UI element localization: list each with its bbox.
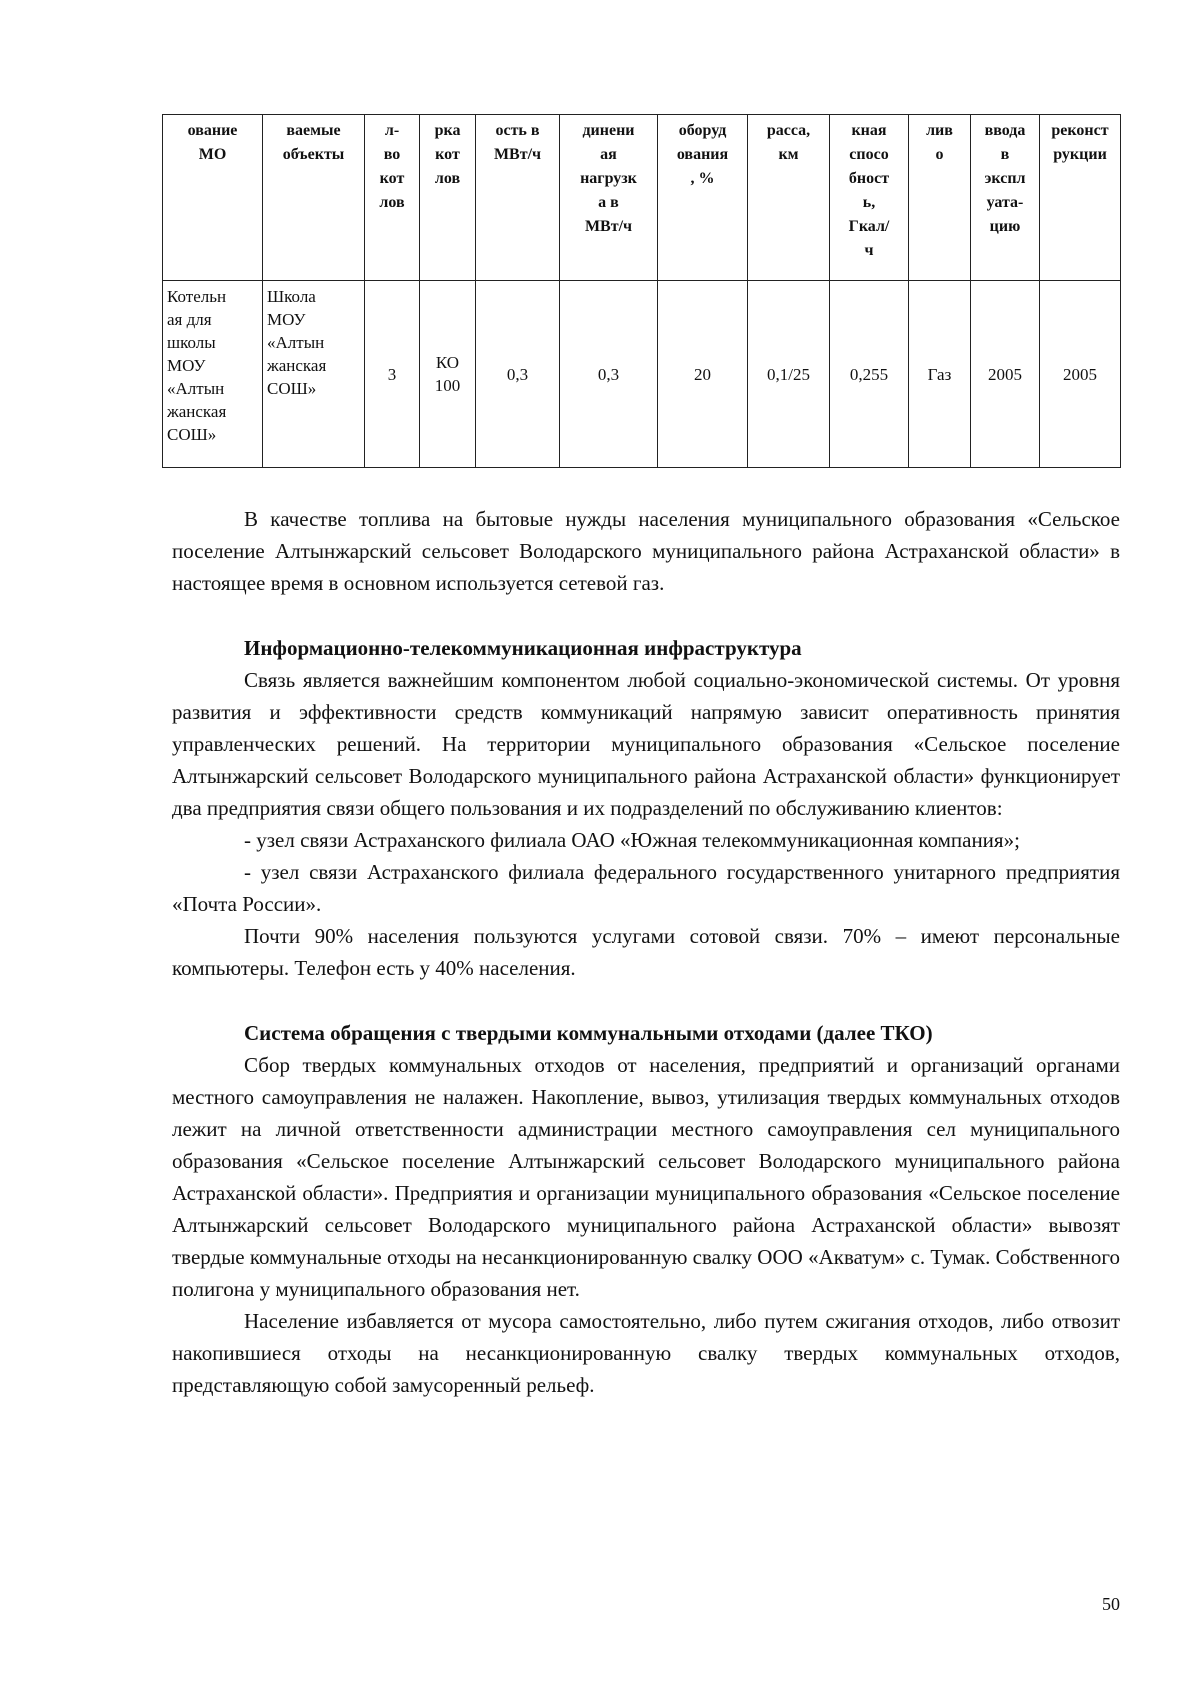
paragraph: Почти 90% населения пользуются услугами сотовой связи. 70% – имеют персональные компьютеры. Телефон есть у 40% населения. [172, 924, 1120, 980]
table-row [163, 281, 1121, 468]
body-text [172, 503, 1120, 1401]
paragraph-fuel: В качестве топлива на бытовые нужды населения муниципального образования «Сельское поселение Алтынжарский сельсовет Володарского муниципального района Астраханской области» в настоящее время в основном используется сетевой газ. [172, 507, 1120, 595]
table-header-cell: рка кот лов [420, 115, 476, 281]
table-cell: 0,3 [476, 281, 560, 468]
table-cell: Котельн ая для школы МОУ «Алтын жанская СОШ» [163, 281, 263, 468]
table-header-cell: расса, км [748, 115, 830, 281]
table-header-cell: ование МО [163, 115, 263, 281]
paragraph: - узел связи Астраханского филиала ОАО «Южная телекоммуникационная компания»; [244, 828, 1020, 852]
table-cell: 2005 [971, 281, 1040, 468]
table-header-cell: кная спосо бност ь, Гкал/ ч [830, 115, 909, 281]
table-cell: 20 [658, 281, 748, 468]
table-cell: 0,255 [830, 281, 909, 468]
paragraph: - узел связи Астраханского филиала федерального государственного унитарного предприятия «Почта России». [172, 860, 1120, 916]
table-cell: Школа МОУ «Алтын жанская СОШ» [263, 281, 365, 468]
table-header-cell: ость в МВт/ч [476, 115, 560, 281]
heading-telecom: Информационно-телекоммуникационная инфраструктура [244, 636, 802, 660]
table-header-cell: лив о [909, 115, 971, 281]
table-header-cell: ввода в экспл уата- цию [971, 115, 1040, 281]
boiler-table [162, 114, 1121, 468]
table-header-cell: динени ая нагрузк а в МВт/ч [560, 115, 658, 281]
table-cell: 3 [365, 281, 420, 468]
table-cell: 0,1/25 [748, 281, 830, 468]
table-header-cell: оборуд ования , % [658, 115, 748, 281]
table-header-cell: л- во кот лов [365, 115, 420, 281]
paragraph: Связь является важнейшим компонентом любой социально-экономической системы. От уровня развития и эффективности средств коммуникаций напрямую зависит оперативность принятия управленческих решений. На территории муниципального образования «Сельское поселение Алтынжарский сельсовет Володарского муниципального района Астраханской области» функционирует два предприятия связи общего пользования и их подразделений по обслуживанию клиентов: [172, 668, 1120, 820]
table-header-row [163, 115, 1121, 281]
heading-waste: Система обращения с твердыми коммунальными отходами (далее ТКО) [244, 1021, 933, 1045]
table-cell: 0,3 [560, 281, 658, 468]
table-cell: Газ [909, 281, 971, 468]
table-header-cell: реконст рукции [1040, 115, 1121, 281]
table-cell: КО 100 [420, 281, 476, 468]
page-number: 50 [1102, 1594, 1120, 1614]
paragraph: Сбор твердых коммунальных отходов от населения, предприятий и организаций органами местного самоуправления не налажен. Накопление, вывоз, утилизация твердых коммунальных отходов лежит на личной ответственности администрации местного самоуправления сел муниципального образования «Сельское поселение Алтынжарский сельсовет Володарского муниципального района Астраханской области». Предприятия и организации муниципального образования «Сельское поселение Алтынжарский сельсовет Володарского муниципального района Астраханской области» вывозят твердые коммунальные отходы на несанкционированную свалку ООО «Акватум» с. Тумак. Собственного полигона у муниципального образования нет. [172, 1053, 1120, 1301]
paragraph: Население избавляется от мусора самостоятельно, либо путем сжигания отходов, либо отвозит накопившиеся отходы на несанкционированную свалку твердых коммунальных отходов, представляющую собой замусоренный рельеф. [172, 1309, 1120, 1397]
table-header-cell: ваемые объекты [263, 115, 365, 281]
table-cell: 2005 [1040, 281, 1121, 468]
